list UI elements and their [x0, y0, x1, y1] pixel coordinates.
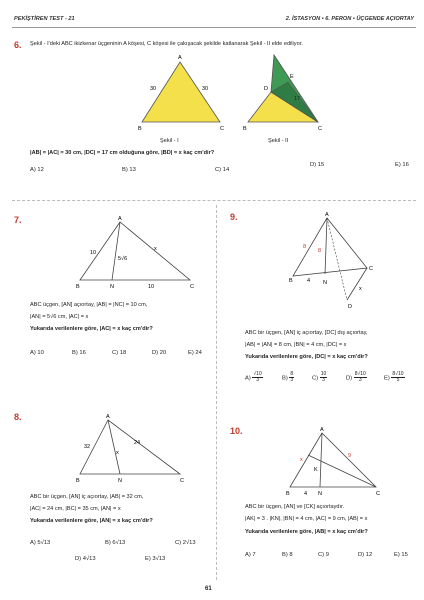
- q6-f1-label-c: C: [220, 126, 224, 132]
- q7-option-b[interactable]: B) 16: [72, 350, 86, 356]
- q9-option-b-label: B): [282, 375, 288, 382]
- q9-option-b-num: 8: [290, 371, 294, 377]
- q7-option-e[interactable]: E) 24: [188, 350, 202, 356]
- q9-number: 9.: [230, 212, 238, 222]
- q6-f1-label-ac: 30: [202, 86, 209, 92]
- q6-f1-label-ab: 30: [150, 86, 157, 92]
- q6-figure-1: [130, 50, 240, 135]
- q9-option-c-den: 3: [322, 377, 325, 384]
- q9-option-a-label: A): [245, 375, 251, 382]
- q9-question: Yukarıda verilenlere göre, |DC| = x kaç cm'dir?: [245, 354, 368, 360]
- q10-line-2: |AK| = 3 . |KN|, |BN| = 4 cm, |AC| = 9 cm, |AB| = x: [245, 516, 368, 522]
- q7-label-a: A: [118, 216, 122, 222]
- q8-question: Yukarıda verilenlere göre, |AN| = x kaç cm'dir?: [30, 518, 153, 524]
- q9-option-c[interactable]: [312, 372, 327, 384]
- q6-option-b[interactable]: B) 13: [122, 167, 136, 173]
- q9-option-a-num: √10: [253, 371, 262, 377]
- q8-label-a: A: [106, 414, 110, 420]
- q10-line-1: ABC bir üçgen, [AN] ve [CK] açıortaydır.: [245, 504, 345, 510]
- q9-option-b-den: 3: [290, 377, 294, 384]
- q9-label-a: A: [325, 212, 329, 218]
- q10-option-b[interactable]: B) 8: [282, 552, 293, 558]
- q9-option-e-label: E): [384, 375, 390, 382]
- test-title: PEKİŞTİREN TEST - 21: [14, 16, 75, 22]
- q9-option-e[interactable]: [384, 372, 405, 384]
- q8-triangle: [80, 420, 180, 474]
- q10-bisector-ck: [308, 455, 376, 487]
- q6-option-c[interactable]: C) 14: [215, 167, 230, 173]
- q7-option-c[interactable]: C) 18: [112, 350, 127, 356]
- q9-label-ab: 8: [303, 244, 307, 250]
- q10-label-k: K: [314, 467, 318, 473]
- q8-label-c: C: [180, 478, 184, 484]
- q8-figure: [70, 412, 200, 487]
- q10-question: Yukarıda verilenlere göre, |AB| = x kaç cm'dir?: [245, 529, 368, 535]
- q9-option-a-den: 3: [256, 377, 259, 384]
- q6-figure-2: [238, 50, 328, 135]
- q7-label-ab: 10: [90, 250, 97, 256]
- q7-label-an: 5√6: [118, 256, 128, 262]
- q10-label-b: B: [286, 491, 290, 497]
- page-number: 61: [205, 586, 212, 592]
- q9-option-e-num: 8√10: [392, 371, 404, 377]
- q8-label-n: N: [118, 478, 122, 484]
- q8-option-a[interactable]: A) 5√13: [30, 540, 51, 546]
- q6-caption-2: Şekil - II: [268, 138, 289, 144]
- q9-option-a[interactable]: [245, 372, 263, 384]
- q10-option-d[interactable]: D) 12: [358, 552, 373, 558]
- q8-label-ab: 32: [84, 444, 91, 450]
- q9-option-b[interactable]: [282, 372, 294, 384]
- q10-triangle: [290, 433, 376, 487]
- q9-option-d-num: 8√10: [354, 371, 366, 377]
- q9-option-c-num: 10: [320, 371, 327, 377]
- q7-triangle: [80, 222, 190, 280]
- section-divider: [12, 200, 416, 201]
- q6-f2-label-b: B: [243, 126, 247, 132]
- q10-option-c[interactable]: C) 9: [318, 552, 329, 558]
- q8-label-an: x: [116, 450, 119, 456]
- q6-f2-label-c: C: [318, 126, 322, 132]
- q7-option-a[interactable]: A) 10: [30, 350, 44, 356]
- q7-label-nc: 10: [148, 284, 155, 290]
- q8-label-b: B: [76, 478, 80, 484]
- q8-label-ac: 24: [134, 440, 141, 446]
- q9-bisector-an: [325, 218, 327, 274]
- q9-external-bisector: [347, 268, 367, 300]
- q9-option-d[interactable]: [346, 372, 367, 384]
- q9-line-1: ABC bir üçgen, [AN] iç açıortay, [DC] dış açıortay,: [245, 330, 368, 336]
- q8-line-2: |AC| = 24 cm, |BC| = 35 cm, |AN| = x: [30, 506, 121, 512]
- q7-option-d[interactable]: D) 20: [152, 350, 167, 356]
- q9-option-d-label: D): [346, 375, 353, 382]
- q6-f2-label-e: E: [290, 74, 294, 80]
- q10-label-a: A: [320, 427, 324, 433]
- q6-number: 6.: [14, 40, 22, 50]
- q9-label-bn: 4: [307, 278, 311, 284]
- q9-label-x: x: [359, 286, 362, 292]
- q8-option-e[interactable]: E) 3√13: [145, 556, 166, 562]
- q7-bisector-an: [112, 222, 120, 280]
- q7-number: 7.: [14, 215, 22, 225]
- q6-text: Şekil - I'deki ABC ikizkenar üçgeninin A köşesi, C köşesi ile çakışacak şekilde katlanarak Şekil - II elde ediliyor.: [30, 41, 303, 47]
- q6-f2-label-17: 17: [294, 96, 301, 102]
- q10-option-e[interactable]: E) 15: [394, 552, 408, 558]
- q9-option-d-den: 3: [358, 377, 362, 384]
- q6-f2-label-d: D: [264, 86, 268, 92]
- q8-number: 8.: [14, 412, 22, 422]
- q9-label-n: N: [323, 280, 327, 286]
- q6-question: |AB| = |AC| = 30 cm, |DC| = 17 cm olduğuna göre, |BD| = x kaç cm'dir?: [30, 150, 215, 156]
- q6-f1-label-b: B: [138, 126, 142, 132]
- q6-option-d[interactable]: D) 15: [310, 162, 325, 168]
- q7-figure: [70, 212, 200, 292]
- q9-option-e-den: 5: [396, 377, 400, 384]
- q10-label-bn: 4: [304, 491, 308, 497]
- q9-label-c: C: [369, 266, 373, 272]
- q7-label-c: C: [190, 284, 194, 290]
- q10-number: 10.: [230, 426, 243, 436]
- q9-label-d: D: [348, 304, 352, 310]
- q9-label-an: 8: [318, 248, 322, 254]
- q9-figure: [285, 210, 395, 315]
- q6-option-a[interactable]: A) 12: [30, 167, 44, 173]
- q8-option-c[interactable]: C) 2√13: [175, 540, 196, 546]
- header-divider: [12, 27, 416, 28]
- q9-option-c-label: C): [312, 375, 319, 382]
- q9-line-2: |AB| = |AN| = 8 cm, |BN| = 4 cm, |DC| = x: [245, 342, 347, 348]
- q6-caption-1: Şekil - I: [160, 138, 179, 144]
- q6-option-e[interactable]: E) 16: [395, 162, 409, 168]
- q10-label-ac: 9: [348, 453, 352, 459]
- q7-label-n: N: [110, 284, 114, 290]
- q8-option-b[interactable]: B) 6√13: [105, 540, 126, 546]
- q6-f1-label-a: A: [178, 55, 182, 61]
- q10-label-n: N: [318, 491, 322, 497]
- section-title: 2. İSTASYON • 6. PERON • ÜÇGENDE AÇIORTAY: [285, 16, 414, 22]
- q7-label-ac: x: [154, 246, 157, 252]
- q10-option-a[interactable]: A) 7: [245, 552, 256, 558]
- column-divider: [216, 205, 217, 580]
- q7-label-b: B: [76, 284, 80, 290]
- q8-option-d[interactable]: D) 4√13: [75, 556, 96, 562]
- q10-figure: [280, 425, 390, 500]
- q7-line-2: |AN| = 5√6 cm, |AC| = x: [30, 314, 89, 320]
- q7-question: Yukarıda verilenlere göre, |AC| = x kaç cm'dir?: [30, 326, 153, 332]
- q8-line-1: ABC bir üçgen, [AN] iç açıortay, |AB| = 32 cm,: [30, 494, 144, 500]
- q9-label-b: B: [289, 278, 293, 284]
- q7-line-1: ABC üçgen, [AN] açıortay, |AB| = |NC| = 10 cm,: [30, 302, 148, 308]
- q10-bisector-an: [320, 433, 322, 487]
- q6-triangle-abc: [142, 62, 220, 122]
- q10-label-c: C: [376, 491, 380, 497]
- q10-label-ab: x: [300, 457, 303, 463]
